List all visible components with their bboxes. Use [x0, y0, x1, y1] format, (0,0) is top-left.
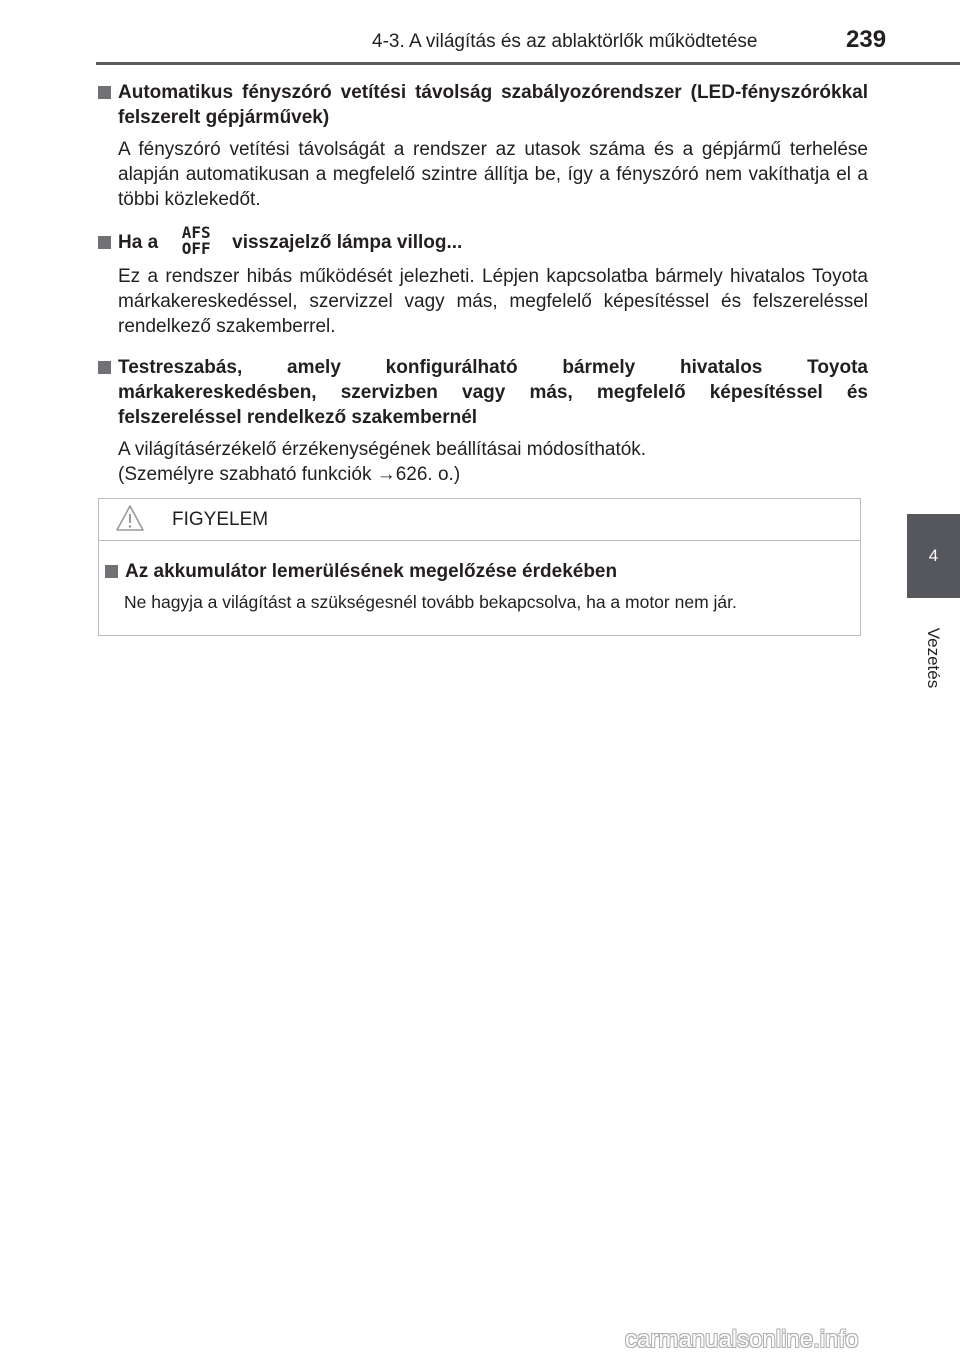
section-body: Ez a rendszer hibás működését jelezheti. Lépjen kapcsolatba bármely hivatalos Toyota márkakereskedéssel, szervizzel vagy más, megfelelő képesítéssel és felszereléssel rendelkező szakemberrel. [118, 266, 868, 337]
chapter-number: 4 [928, 546, 939, 565]
square-bullet-icon [98, 361, 111, 374]
warning-heading-text: Az akkumulátor lemerülésének megelőzése érdekében [125, 561, 618, 582]
section-heading-text: Automatikus fényszóró vetítési távolság szabályozórendszer (LED-fényszórókkal felszerelt gépjárművek) [118, 82, 868, 128]
section-customization [98, 355, 868, 487]
chapter-tab[interactable] [907, 514, 960, 598]
square-bullet-icon [98, 236, 111, 249]
square-bullet-icon [105, 565, 118, 578]
page-header-title: 4-3. A világítás és az ablaktörlők működtetése [372, 31, 758, 52]
section-headlamp-leveling [98, 80, 868, 212]
heading-prefix: Ha a [118, 232, 159, 253]
section-heading-text: Testreszabás, amely konfigurálható bármely hivatalos Toyota márkakereskedésben, szervizben vagy más, megfelelő képesítéssel és felszereléssel rendelkező szakembernél [118, 357, 868, 428]
section-heading [98, 224, 868, 262]
afs-icon-line1: AFS [181, 222, 211, 242]
watermark[interactable]: carmanualsonline.info [625, 1326, 859, 1353]
heading-suffix: visszajelző lámpa villog... [232, 232, 463, 253]
body-line: A világításérzékelő érzékenységének beállításai módosíthatók. [118, 439, 647, 460]
warning-label: FIGYELEM [172, 509, 269, 530]
section-heading [98, 355, 868, 430]
afs-off-indicator-icon [176, 222, 216, 258]
cross-reference-line: (Személyre szabható funkciók →626. o.) [118, 464, 461, 485]
chapter-label: Vezetés [924, 627, 943, 689]
warning-heading [105, 559, 617, 584]
square-bullet-icon [98, 86, 111, 99]
afs-icon-line2: OFF [181, 238, 211, 258]
warning-triangle-icon [115, 504, 145, 532]
warning-text: Ne hagyja a világítást a szükségesnél tovább bekapcsolva, ha a motor nem jár. [124, 592, 737, 612]
section-body [98, 437, 868, 487]
warning-box [98, 498, 861, 636]
section-afs-indicator [98, 224, 868, 339]
warning-header [99, 499, 860, 541]
section-body: A fényszóró vetítési távolságát a rendszer az utasok száma és a gépjármű terhelése alapján automatikusan a megfelelő szintre állítja be, így a fényszóró nem vakíthatja el a többi közlekedőt. [118, 139, 868, 210]
header-divider [96, 62, 960, 65]
section-heading [98, 80, 868, 130]
page-number: 239 [846, 26, 887, 53]
